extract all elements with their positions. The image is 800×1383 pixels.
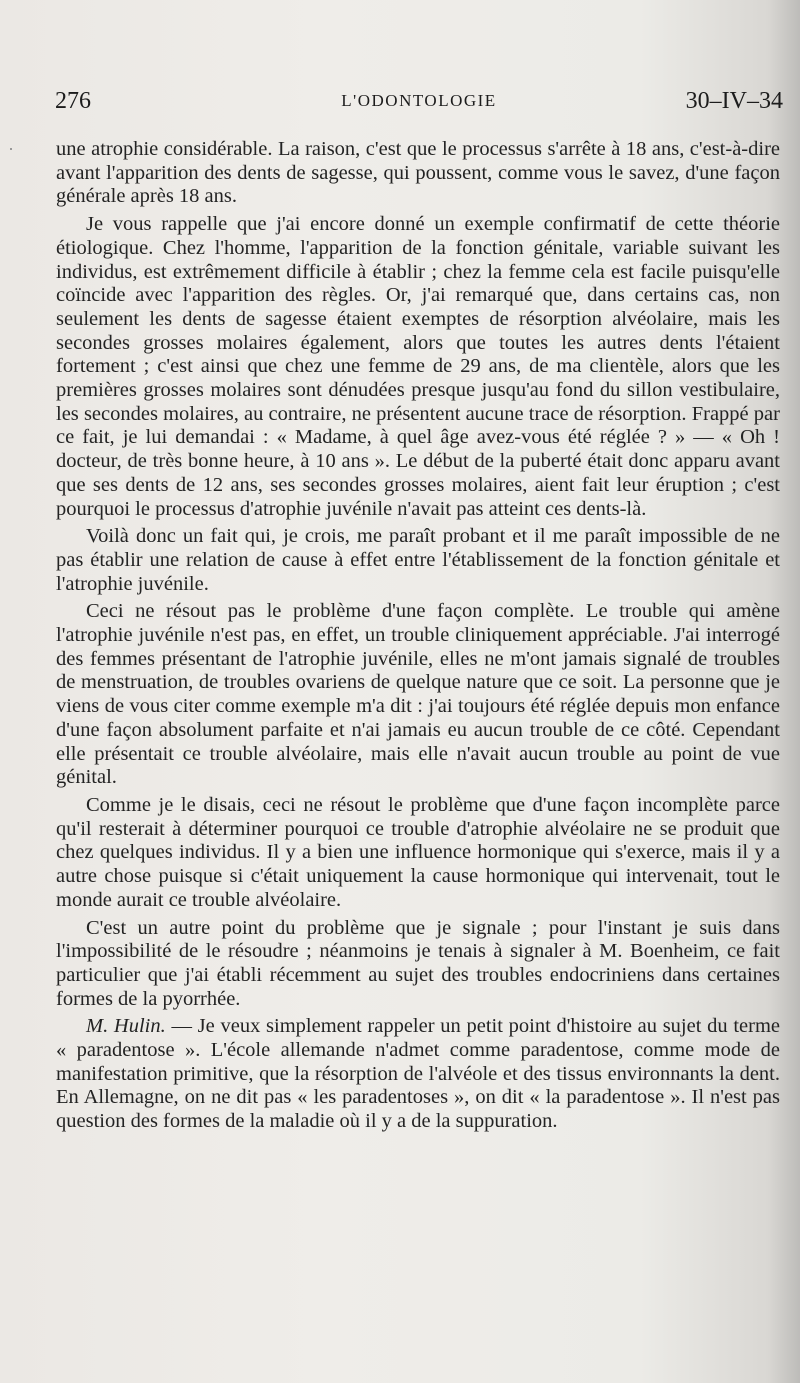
page-number: 276 [55, 88, 91, 114]
paragraph: Comme je le disais, ceci ne résout le problème que d'une façon incomplète parce qu'il resterait à déterminer pourquoi ce trouble d'atrophie alvéolaire ne se produit que chez quelques individus. Il y a bien une influence hormonique qui s'exerce, mais il y a autre chose puisque si c'était uniquement la cause hormonique qui intervenait, tout le monde aurait ce trouble alvéolaire. [56, 793, 780, 911]
paragraph [56, 1015, 780, 1134]
paragraph: Voilà donc un fait qui, je crois, me paraît probant et il me paraît impossible de ne pas établir une relation de cause à effet entre l'établissement de la fonction génitale et l'atrophie juvénile. [56, 525, 780, 595]
speaker-name: M. Hulin. [86, 1015, 166, 1038]
speaker-text: — Je veux simplement rappeler un petit point d'histoire au sujet du terme « paradentose ». L'école allemande n'admet comme paradentose, comme mode de manifestation primitive, que la résorption de l'alvéole et des tissus environnants la dent. En Allemagne, on ne dit pas « les paradentoses », on dit « la paradentose ». Il n'est pas question des formes de la maladie où il y a de la suppuration. [56, 1015, 781, 1133]
issue-date: 30–IV–34 [685, 88, 783, 114]
margin-speck [10, 148, 12, 150]
paragraph: Je vous rappelle que j'ai encore donné un exemple confirmatif de cette théorie étiologique. Chez l'homme, l'apparition de la fonction génitale, variable suivant les individus, est extrêmement difficile à établir ; chez la femme cela est facile puisqu'elle coïncide avec l'apparition des règles. Or, j'ai remarqué que, dans certains cas, non seulement les dents de sagesse étaient exemptes de résorption alvéolaire, mais les secondes grosses molaires également, alors que toutes les autres dents l'étaient fortement ; c'est ainsi que chez une femme de 29 ans, de ma clientèle, alors que les premières grosses molaires sont dénudées presque jusqu'au fond du sillon vestibulaire, les secondes molaires, au contraire, ne présentent aucune trace de résorption. Frappé par ce fait, je lui demandai : « Madame, à quel âge avez-vous été réglée ? » — « Oh ! docteur, de très bonne heure, à 10 ans ». Le début de la puberté était donc apparu avant que ses dents de 12 ans, ses secondes grosses molaires, aient fait leur éruption ; c'est pourquoi le processus d'atrophie juvénile n'avait pas atteint ces dents-là. [56, 213, 780, 520]
page-header [55, 88, 783, 122]
paragraph: C'est un autre point du problème que je signale ; pour l'instant je suis dans l'impossibilité de le résoudre ; néanmoins je tenais à signaler à M. Boenheim, ce fait particulier que j'ai établi récemment au sujet des troubles endocriniens dans certaines formes de la pyorrhée. [56, 916, 780, 1010]
paragraph: Ceci ne résout pas le problème d'une façon complète. Le trouble qui amène l'atrophie juvénile n'est pas, en effet, un trouble cliniquement appréciable. J'ai interrogé des femmes présentant de l'atrophie juvénile, elles ne m'ont jamais signalé de troubles de menstruation, de troubles ovariens de quelque nature que ce soit. La personne que je viens de vous citer comme exemple m'a dit : j'ai toujours été réglée depuis mon enfance d'une façon absolument parfaite et n'ai jamais eu aucun trouble de ce côté. Cependant elle présentait ce trouble alvéolaire, mais elle n'avait aucun trouble au point de vue génital. [56, 600, 780, 789]
paragraph: une atrophie considérable. La raison, c'est que le processus s'arrête à 18 ans, c'est-à-dire avant l'apparition des dents de sagesse, qui poussent, comme vous le savez, d'une façon générale après 18 ans. [56, 138, 780, 208]
article-body [56, 138, 780, 1138]
running-title: L'ODONTOLOGIE [341, 91, 497, 110]
